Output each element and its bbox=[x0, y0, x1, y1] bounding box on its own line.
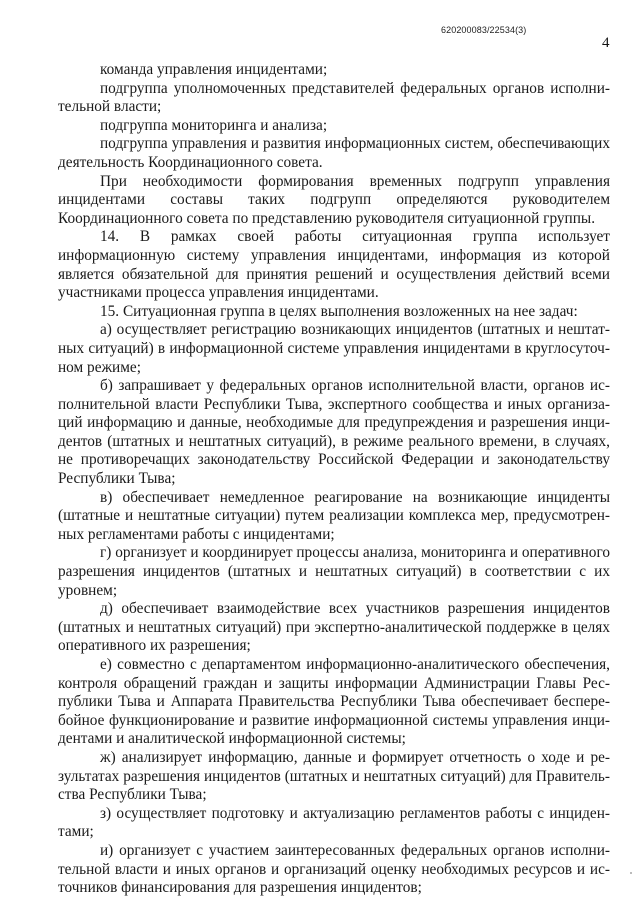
paragraph: подгруппа управления и развития информационных систем, обеспечивающих деятельность Координационного совета. bbox=[58, 135, 610, 171]
paragraph: команда управления инцидентами; bbox=[100, 61, 328, 78]
paragraph: ж) анализирует информацию, данные и формирует отчетность о ходе и результатах разрешения инцидентов (штатных и нештатных ситуаций) для Правительства Республики Тыва; bbox=[58, 748, 610, 804]
paragraph: г) организует и координирует процессы анализа, мониторинга и оперативного разрешения инцидентов (штатных и нештатных ситуаций) в соответствии с их уровнем; bbox=[58, 544, 610, 599]
paragraph: е) совместно с департаментом информационно-аналитического обеспечения, контроля обращений граждан и защиты информации Администрации Главы Республики Тыва и Аппарата Правительства Республики Тыва обеспечивает бесперебойное функционирование и развитие информационной системы управления инцидентами и аналитической информационной системы; bbox=[58, 656, 610, 748]
paragraph: подгруппа уполномоченных представителей федеральных органов исполнительной власти; bbox=[58, 79, 610, 116]
document-code: 620200083/22534(3) bbox=[441, 25, 527, 35]
paragraph: д) обеспечивает взаимодействие всех участников разрешения инцидентов (штатных и нештатных ситуаций) при экспертно-аналитической поддержке в целях оперативного их разрешения; bbox=[58, 600, 610, 655]
paragraph: в) обеспечивает немедленное реагирование на возникающие инциденты (штатные и нештатные ситуации) путем реализации комплекса мер, предусмотренных регламентами работы с инцидентами; bbox=[58, 488, 610, 543]
paragraph: и) организует с участием заинтересованных федеральных органов исполнительной власти и иных органов и организаций оценку необходимых ресурсов и источников финансирования для разрешения инцидентов; bbox=[58, 841, 610, 897]
paragraph: б) запрашивает у федеральных органов исполнительной власти, органов исполнительной власти Республики Тыва, экспертного сообщества и иных организаций информацию и данные, необходимые для предупреждения и разрешения инцидентов (штатных и нештатных ситуаций), в режиме реального времени, в случаях, не противоречащих законодательству Российской Федерации и законодательству Республики Тыва; bbox=[58, 377, 610, 488]
page-number: 4 bbox=[602, 35, 610, 51]
scan-speck bbox=[630, 872, 632, 874]
paragraph: а) осуществляет регистрацию возникающих инцидентов (штатных и нештатных ситуаций) в информационной системе управления инцидентами в круглосуточном режиме; bbox=[58, 321, 610, 376]
paragraph: 15. Ситуационная группа в целях выполнения возложенных на нее задач: bbox=[100, 302, 578, 320]
paragraph: подгруппа мониторинга и анализа; bbox=[100, 116, 328, 134]
document-body bbox=[58, 61, 610, 898]
paragraph: При необходимости формирования временных подгрупп управления инцидентами составы таких подгрупп определяются руководителем Координационного совета по представлению руководителя ситуационной группы. bbox=[58, 172, 610, 227]
paragraph: 14. В рамках своей работы ситуационная группа использует информационную систему управления инцидентами, информация из которой является обязательной для принятия решений и осуществления действий всеми участниками процесса управления инцидентами. bbox=[58, 228, 610, 302]
paragraph: з) осуществляет подготовку и актуализацию регламентов работы с инцидентами; bbox=[58, 804, 610, 841]
